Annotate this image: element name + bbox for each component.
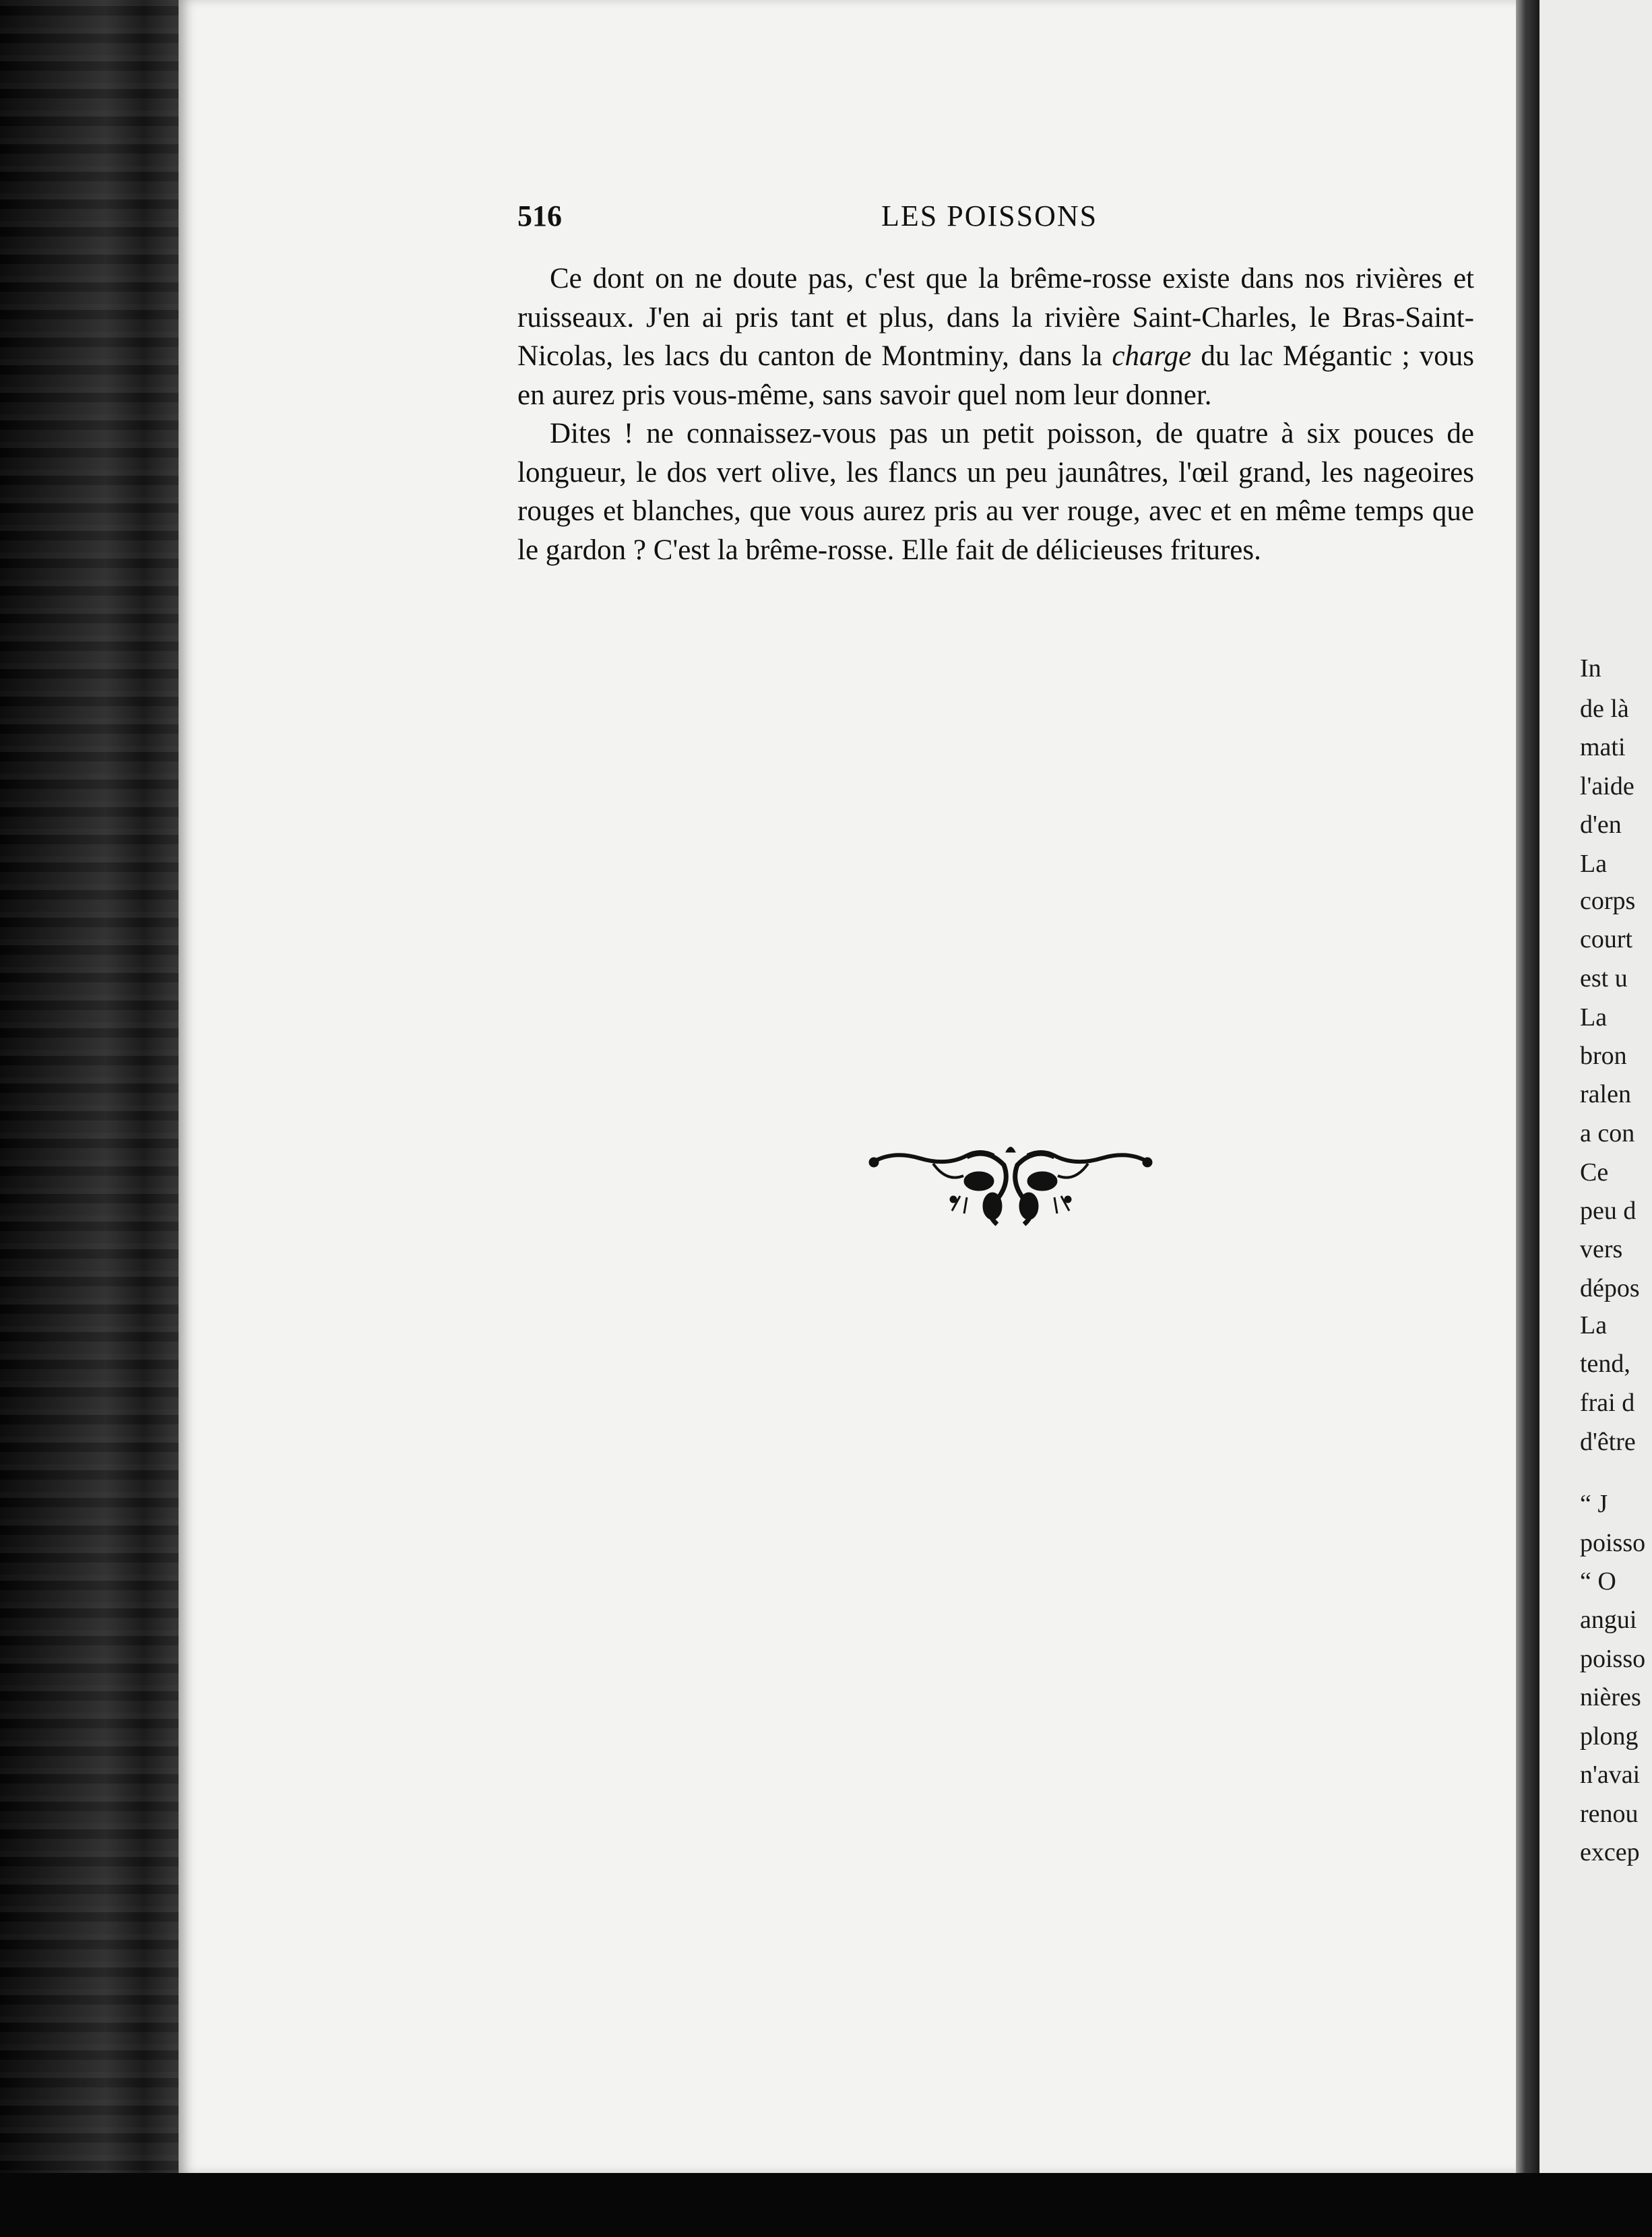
next-page-line: d'en xyxy=(1580,811,1622,839)
next-page-line: a con xyxy=(1580,1119,1635,1147)
next-page-line: La xyxy=(1580,850,1608,878)
page-header xyxy=(517,199,1461,239)
next-page-line: est u xyxy=(1580,964,1628,993)
next-page-line: d'être xyxy=(1580,1428,1636,1456)
next-page-line: mati xyxy=(1580,733,1626,761)
page-gutter xyxy=(1516,0,1539,2173)
next-page-line: “ J xyxy=(1580,1490,1608,1518)
next-page-fragment xyxy=(1539,0,1652,2173)
paragraph xyxy=(517,414,1474,569)
next-page-line: frai d xyxy=(1580,1389,1635,1417)
next-page-line: “ O xyxy=(1580,1567,1616,1596)
next-page-line: nières xyxy=(1580,1683,1641,1711)
next-page-line: In xyxy=(1580,654,1601,683)
italic-text: charge xyxy=(1112,340,1192,372)
next-page-line: l'aide xyxy=(1580,772,1634,800)
next-page-line: poisso xyxy=(1580,1529,1646,1557)
next-page-line: ralen xyxy=(1580,1080,1631,1108)
paragraph xyxy=(517,259,1474,414)
next-page-line: bron xyxy=(1580,1042,1627,1070)
floral-scroll-ornament xyxy=(866,1135,1155,1230)
next-page-line: de là xyxy=(1580,695,1629,723)
text-run: Dites ! ne connaissez-vous pas un petit poisson, de quatre à six pouces de longueur, le dos vert olive, les flancs un peu jaunâtres, l'œil grand, les nageoires rouges et blanches, que vous aurez pris au ver rouge, avec et en même temps que le gardon ? C'est la brême-rosse. Elle fait de délicieuses fritures. xyxy=(517,418,1474,566)
body-text xyxy=(517,259,1474,569)
next-page-line: court xyxy=(1580,925,1633,953)
text-run: du lac Mégantic ; vous en aurez pris vous-même, sans savoir quel nom leur donner. xyxy=(517,340,1474,411)
next-page-line: corps xyxy=(1580,887,1636,915)
spine-texture xyxy=(0,0,192,2237)
next-page-line: n'avai xyxy=(1580,1761,1641,1789)
running-title: LES POISSONS xyxy=(881,199,1098,232)
bottom-page-edge xyxy=(0,2173,1652,2237)
next-page-line: peu d xyxy=(1580,1197,1637,1225)
next-page-line: plong xyxy=(1580,1722,1639,1751)
next-page-line: vers xyxy=(1580,1235,1623,1263)
text-run: Ce dont on ne doute pas, c'est que la brême-rosse existe dans nos rivières et ruisseaux. J'en ai pris tant et plus, dans la rivière Saint-Charles, le Bras-Saint-Nicolas, les lacs du canton de Montminy, dans la xyxy=(517,263,1474,372)
next-page-line: La xyxy=(1580,1311,1608,1340)
next-page-line: Ce xyxy=(1580,1158,1609,1187)
next-page-line: dépos xyxy=(1580,1274,1640,1302)
next-page-line: tend, xyxy=(1580,1350,1630,1378)
next-page-line: renou xyxy=(1580,1800,1639,1828)
next-page-line: angui xyxy=(1580,1606,1637,1634)
next-page-line: poisso xyxy=(1580,1645,1646,1673)
next-page-line: La xyxy=(1580,1003,1608,1032)
next-page-line: excep xyxy=(1580,1838,1640,1866)
page-number: 516 xyxy=(517,199,562,232)
